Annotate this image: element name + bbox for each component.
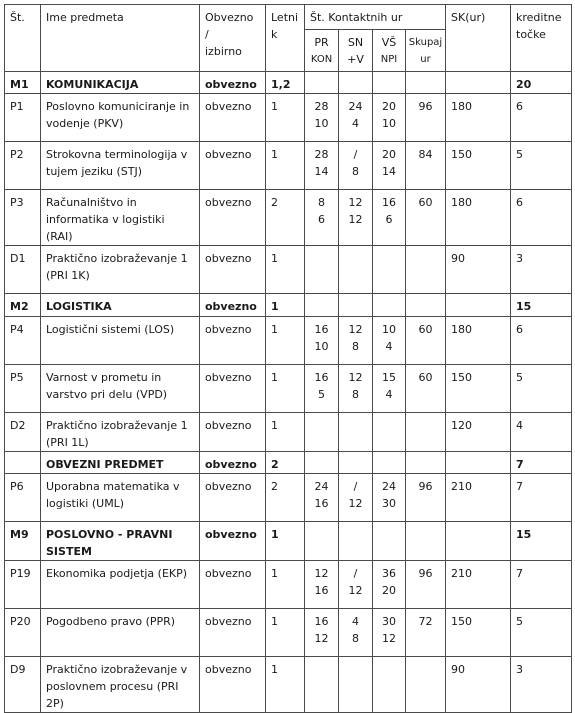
cell-year: 1 — [266, 657, 305, 713]
cell-vs-value: 24 — [382, 480, 396, 493]
cell-sn — [339, 452, 373, 474]
course-row — [5, 474, 572, 522]
cell-pr — [305, 561, 339, 609]
cell-total-hours — [406, 452, 446, 474]
cell-course-name: KOMUNIKACIJA — [41, 72, 200, 94]
course-row — [5, 561, 572, 609]
cell-code: P19 — [5, 561, 41, 609]
cell-sn-value: 12 — [348, 371, 363, 384]
course-row — [5, 190, 572, 246]
cell-ects: 6 — [511, 190, 572, 246]
cell-sk: 150 — [446, 365, 511, 413]
course-row — [5, 609, 572, 657]
course-row — [5, 142, 572, 190]
cell-course-name: OBVEZNI PREDMET — [41, 452, 200, 474]
cell-vs — [373, 94, 406, 142]
cell-sk: 180 — [446, 94, 511, 142]
header-year — [266, 5, 305, 72]
cell-pr — [305, 522, 339, 561]
cell-code: M9 — [5, 522, 41, 561]
course-row — [5, 365, 572, 413]
table-body — [5, 5, 572, 713]
cell-sk: 90 — [446, 657, 511, 713]
cell-pr — [305, 294, 339, 317]
cell-vs-value: 16 — [382, 196, 396, 209]
cell-code: P3 — [5, 190, 41, 246]
cell-course-name: Računalništvo in informatika v logistiki (RAI) — [41, 190, 200, 246]
cell-course-name: Praktično izobraževanje v poslovnem procesu (PRI 2P) — [41, 657, 200, 713]
cell-vs — [373, 190, 406, 246]
cell-vs-value: 4 — [385, 340, 393, 353]
cell-pr — [305, 317, 339, 365]
cell-type: obvezno — [200, 413, 266, 452]
cell-vs — [373, 522, 406, 561]
cell-vs-value: 4 — [385, 388, 393, 401]
cell-vs-value: 12 — [382, 632, 396, 645]
header-year-line1: Letni — [271, 11, 299, 24]
cell-type: obvezno — [200, 474, 266, 522]
header-type — [200, 5, 266, 72]
header-sn — [339, 30, 373, 72]
cell-course-name: Praktično izobraževanje 1 (PRI 1K) — [41, 246, 200, 294]
cell-sn — [339, 190, 373, 246]
cell-year: 1 — [266, 142, 305, 190]
cell-year: 1 — [266, 561, 305, 609]
cell-sn-value: 8 — [352, 340, 359, 353]
cell-course-name: Strokovna terminologija v tujem jeziku (STJ) — [41, 142, 200, 190]
cell-ects: 3 — [511, 246, 572, 294]
cell-course-name: Logistični sistemi (LOS) — [41, 317, 200, 365]
cell-code: D1 — [5, 246, 41, 294]
cell-code: D9 — [5, 657, 41, 713]
header-pr-line1: PR — [314, 36, 329, 49]
cell-total-hours: 60 — [406, 190, 446, 246]
cell-pr-value: 16 — [314, 615, 329, 628]
cell-sn — [339, 474, 373, 522]
cell-type: obvezno — [200, 246, 266, 294]
cell-sk — [446, 294, 511, 317]
header-ects-line1: kreditne — [516, 11, 562, 24]
cell-sk — [446, 452, 511, 474]
cell-pr — [305, 72, 339, 94]
cell-sn-value: 4 — [352, 615, 359, 628]
cell-year: 1 — [266, 365, 305, 413]
cell-type: obvezno — [200, 522, 266, 561]
cell-vs — [373, 365, 406, 413]
cell-pr-value: 28 — [314, 148, 329, 161]
cell-type: obvezno — [200, 317, 266, 365]
cell-type: obvezno — [200, 142, 266, 190]
cell-pr-value: 16 — [314, 371, 329, 384]
cell-year: 1 — [266, 317, 305, 365]
cell-ects: 6 — [511, 317, 572, 365]
cell-pr — [305, 609, 339, 657]
cell-ects: 3 — [511, 657, 572, 713]
header-year-line2: k — [271, 28, 278, 41]
cell-type: obvezno — [200, 609, 266, 657]
cell-ects: 7 — [511, 474, 572, 522]
course-row — [5, 657, 572, 713]
header-sn-line1: SN — [347, 36, 364, 49]
cell-sn-value: 8 — [352, 388, 359, 401]
cell-sn-value: 8 — [352, 165, 359, 178]
cell-sk: 150 — [446, 609, 511, 657]
cell-code: D2 — [5, 413, 41, 452]
header-vs — [373, 30, 406, 72]
cell-sn — [339, 522, 373, 561]
cell-sn — [339, 246, 373, 294]
cell-vs-value: 30 — [382, 615, 396, 628]
cell-total-hours — [406, 246, 446, 294]
cell-vs — [373, 72, 406, 94]
cell-vs-value: 20 — [382, 584, 396, 597]
cell-sn — [339, 94, 373, 142]
cell-vs-value: 14 — [382, 165, 396, 178]
module-row — [5, 294, 572, 317]
header-total — [406, 30, 446, 72]
cell-code: M1 — [5, 72, 41, 94]
cell-sn — [339, 317, 373, 365]
course-row — [5, 413, 572, 452]
cell-sn — [339, 365, 373, 413]
header-sk — [446, 5, 511, 72]
cell-pr — [305, 246, 339, 294]
cell-sn-value: 24 — [348, 100, 363, 113]
header-name-label: Ime predmeta — [46, 11, 124, 24]
cell-sk: 150 — [446, 142, 511, 190]
cell-sn — [339, 142, 373, 190]
cell-sn-value: 12 — [348, 196, 363, 209]
cell-vs-value: 36 — [382, 567, 396, 580]
module-row — [5, 452, 572, 474]
header-pr — [305, 30, 339, 72]
cell-vs — [373, 474, 406, 522]
cell-pr — [305, 365, 339, 413]
cell-pr — [305, 474, 339, 522]
cell-vs — [373, 413, 406, 452]
cell-ects: 4 — [511, 413, 572, 452]
cell-sn — [339, 657, 373, 713]
cell-code: P4 — [5, 317, 41, 365]
cell-course-name: Praktično izobraževanje 1 (PRI 1L) — [41, 413, 200, 452]
cell-year: 1,2 — [266, 72, 305, 94]
cell-vs — [373, 657, 406, 713]
cell-vs-value: 15 — [382, 371, 396, 384]
cell-sn-value: / — [353, 480, 358, 493]
cell-vs — [373, 452, 406, 474]
cell-course-name: Pogodbeno pravo (PPR) — [41, 609, 200, 657]
cell-sn-value: / — [353, 148, 358, 161]
header-ects — [511, 5, 572, 72]
curriculum-table — [4, 4, 572, 713]
cell-pr-value: 16 — [314, 584, 329, 597]
cell-pr-value: 8 — [318, 196, 325, 209]
cell-type: obvezno — [200, 452, 266, 474]
cell-sn-value: 8 — [352, 632, 359, 645]
cell-year: 2 — [266, 452, 305, 474]
cell-pr — [305, 413, 339, 452]
cell-year: 1 — [266, 294, 305, 317]
cell-ects: 7 — [511, 561, 572, 609]
course-row — [5, 94, 572, 142]
cell-vs — [373, 142, 406, 190]
cell-year: 1 — [266, 94, 305, 142]
cell-year: 2 — [266, 190, 305, 246]
cell-year: 1 — [266, 246, 305, 294]
cell-sk — [446, 72, 511, 94]
cell-pr-value: 10 — [314, 117, 329, 130]
cell-sn-value: 4 — [352, 117, 359, 130]
module-row — [5, 522, 572, 561]
cell-total-hours — [406, 657, 446, 713]
cell-type: obvezno — [200, 190, 266, 246]
cell-ects: 20 — [511, 72, 572, 94]
cell-vs-value: 30 — [382, 497, 396, 510]
header-type-line2: izbirno — [205, 45, 242, 58]
cell-ects: 15 — [511, 294, 572, 317]
cell-vs — [373, 294, 406, 317]
cell-ects: 6 — [511, 94, 572, 142]
cell-pr-value: 14 — [314, 165, 329, 178]
cell-pr-value: 16 — [314, 497, 329, 510]
cell-ects: 7 — [511, 452, 572, 474]
cell-pr-value: 28 — [314, 100, 329, 113]
cell-sn — [339, 561, 373, 609]
cell-total-hours: 96 — [406, 561, 446, 609]
cell-sk — [446, 522, 511, 561]
cell-vs-value: 10 — [382, 117, 396, 130]
cell-course-name: Ekonomika podjetja (EKP) — [41, 561, 200, 609]
cell-sn — [339, 609, 373, 657]
cell-type: obvezno — [200, 657, 266, 713]
cell-pr-value: 10 — [314, 340, 329, 353]
header-row — [5, 5, 572, 30]
cell-code — [5, 452, 41, 474]
cell-sn — [339, 72, 373, 94]
cell-total-hours — [406, 294, 446, 317]
cell-year: 1 — [266, 413, 305, 452]
cell-pr — [305, 94, 339, 142]
header-total-line2: ur — [420, 54, 431, 65]
cell-vs — [373, 246, 406, 294]
cell-vs-value: 20 — [382, 148, 396, 161]
cell-code: P1 — [5, 94, 41, 142]
cell-course-name: Poslovno komuniciranje in vodenje (PKV) — [41, 94, 200, 142]
cell-course-name: Varnost v prometu in varstvo pri delu (VPD) — [41, 365, 200, 413]
cell-vs — [373, 317, 406, 365]
cell-pr — [305, 452, 339, 474]
cell-total-hours: 96 — [406, 94, 446, 142]
cell-total-hours — [406, 72, 446, 94]
cell-year: 1 — [266, 609, 305, 657]
cell-sn-value: 12 — [348, 584, 363, 597]
cell-ects: 5 — [511, 142, 572, 190]
cell-pr — [305, 190, 339, 246]
cell-vs-value: 10 — [382, 323, 396, 336]
header-st-label: Št. — [10, 11, 25, 24]
course-row — [5, 246, 572, 294]
cell-pr-value: 6 — [318, 213, 325, 226]
cell-total-hours: 96 — [406, 474, 446, 522]
header-st — [5, 5, 41, 72]
header-contact-label: Št. Kontaktnih ur — [310, 11, 403, 24]
cell-type: obvezno — [200, 72, 266, 94]
cell-sn-value: 12 — [348, 497, 363, 510]
cell-pr — [305, 142, 339, 190]
cell-ects: 5 — [511, 365, 572, 413]
header-sn-line2: +V — [347, 53, 364, 66]
cell-course-name: Uporabna matematika v logistiki (UML) — [41, 474, 200, 522]
cell-type: obvezno — [200, 94, 266, 142]
cell-course-name: LOGISTIKA — [41, 294, 200, 317]
cell-pr-value: 12 — [314, 567, 329, 580]
header-total-line1: Skupaj — [408, 37, 443, 48]
cell-type: obvezno — [200, 561, 266, 609]
header-type-line1: Obvezno / — [205, 11, 254, 41]
header-vs-line2: NPI — [380, 54, 398, 65]
cell-total-hours: 72 — [406, 609, 446, 657]
cell-total-hours: 84 — [406, 142, 446, 190]
cell-vs — [373, 561, 406, 609]
cell-vs-value: 20 — [382, 100, 396, 113]
cell-total-hours — [406, 522, 446, 561]
cell-ects: 5 — [511, 609, 572, 657]
header-name — [41, 5, 200, 72]
cell-code: P5 — [5, 365, 41, 413]
cell-sn-value: 12 — [348, 323, 363, 336]
cell-year: 2 — [266, 474, 305, 522]
cell-sk: 180 — [446, 317, 511, 365]
cell-code: P20 — [5, 609, 41, 657]
cell-ects: 15 — [511, 522, 572, 561]
cell-pr-value: 5 — [318, 388, 325, 401]
cell-total-hours: 60 — [406, 365, 446, 413]
cell-pr-value: 24 — [314, 480, 329, 493]
header-pr-line2: KON — [310, 54, 333, 65]
header-sk-label: SK(ur) — [451, 11, 486, 24]
cell-sk: 180 — [446, 190, 511, 246]
cell-vs-value: 6 — [385, 213, 393, 226]
header-vs-line1: VŠ — [381, 36, 397, 49]
cell-sn — [339, 413, 373, 452]
cell-code: M2 — [5, 294, 41, 317]
cell-sn-value: 12 — [348, 213, 363, 226]
cell-sk: 210 — [446, 474, 511, 522]
cell-sk: 120 — [446, 413, 511, 452]
cell-sk: 90 — [446, 246, 511, 294]
course-row — [5, 317, 572, 365]
cell-code: P6 — [5, 474, 41, 522]
cell-sn — [339, 294, 373, 317]
cell-pr-value: 16 — [314, 323, 329, 336]
cell-total-hours — [406, 413, 446, 452]
cell-total-hours: 60 — [406, 317, 446, 365]
cell-pr-value: 12 — [314, 632, 329, 645]
cell-sk: 210 — [446, 561, 511, 609]
cell-vs — [373, 609, 406, 657]
module-row — [5, 72, 572, 94]
cell-course-name: POSLOVNO - PRAVNI SISTEM — [41, 522, 200, 561]
cell-type: obvezno — [200, 365, 266, 413]
cell-year: 1 — [266, 522, 305, 561]
cell-pr — [305, 657, 339, 713]
cell-type: obvezno — [200, 294, 266, 317]
header-ects-line2: točke — [516, 28, 546, 41]
cell-sn-value: / — [353, 567, 358, 580]
header-contact-hours — [305, 5, 446, 30]
cell-code: P2 — [5, 142, 41, 190]
